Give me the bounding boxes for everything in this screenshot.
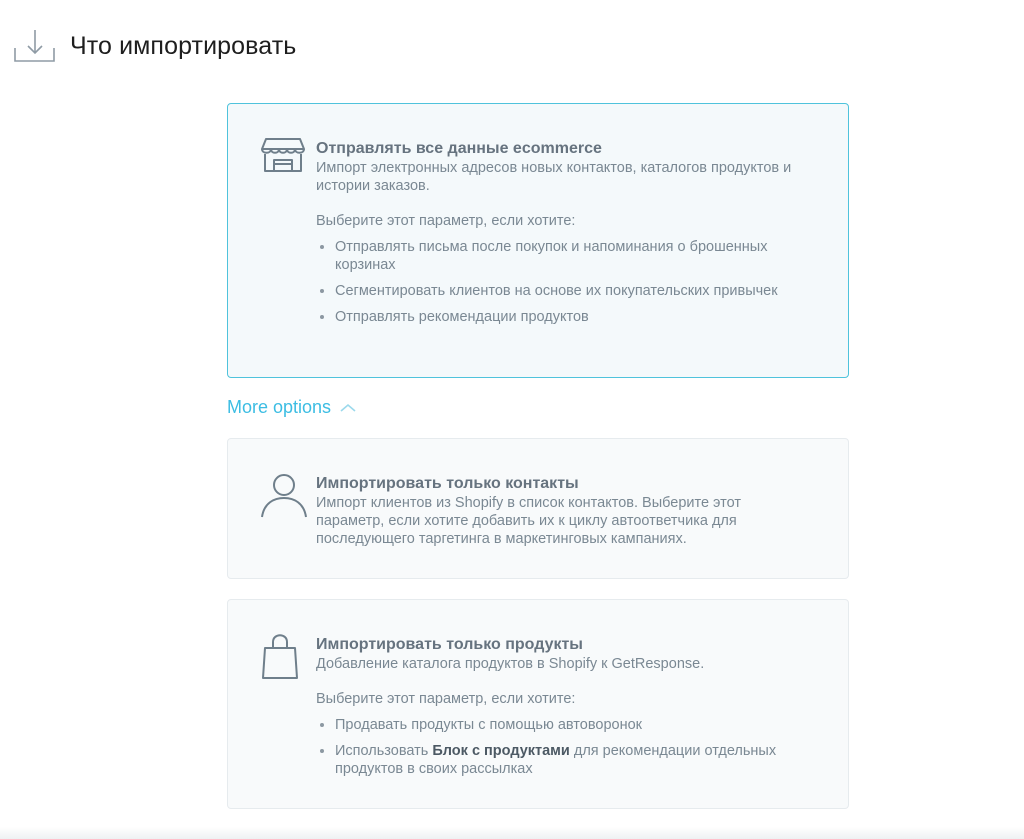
chevron-up-icon [339,402,357,414]
contacts-body [316,474,812,548]
option-title: Импортировать только продукты [316,636,583,653]
bullet-text: Использовать [335,743,433,759]
option-title: Отправлять все данные ecommerce [316,140,602,157]
option-lead: Выберите этот параметр, если хотите: [316,213,576,229]
list-item: Отправлять рекомендации продуктов [316,308,812,326]
more-options-label: More options [227,397,332,417]
option-lead: Выберите этот параметр, если хотите: [316,691,576,707]
option-bullets [316,716,812,778]
list-item: Сегментировать клиентов на основе их покупательских привычек [316,282,812,300]
page-title: Что импортировать [70,31,297,60]
list-item: Продавать продукты с помощью автоворонок [316,716,812,734]
option-title: Импортировать только контакты [316,475,579,492]
option-card-contacts[interactable] [227,438,849,579]
product-block-link: Блок с продуктами [432,743,570,759]
store-icon [260,137,306,173]
products-body [316,635,812,786]
bullet-text: для рекомендации отдельных продуктов в своих рассылках [335,743,777,777]
option-description: Импорт электронных адресов новых контактов, каталогов продуктов и истории заказов. [316,160,792,194]
bottom-fade [0,827,1024,839]
option-description: Импорт клиентов из Shopify в список контактов. Выберите этот параметр, если хотите добавить их к циклу автоответчика для последующего таргетинга в маркетинговых кампаниях. [316,495,741,547]
option-card-products[interactable] [227,599,849,809]
user-icon [260,473,308,519]
list-item: Отправлять письма после покупок и напоминания о брошенных корзинах [316,238,812,274]
option-description: Добавление каталога продуктов в Shopify к GetResponse. [316,656,705,672]
shopping-bag-icon [260,632,300,680]
page-header [14,26,296,66]
list-item [316,742,812,778]
ecommerce-body [316,139,812,334]
download-icon [14,28,56,64]
option-card-ecommerce[interactable] [227,103,849,378]
option-bullets [316,238,812,326]
more-options-toggle[interactable] [227,397,357,418]
